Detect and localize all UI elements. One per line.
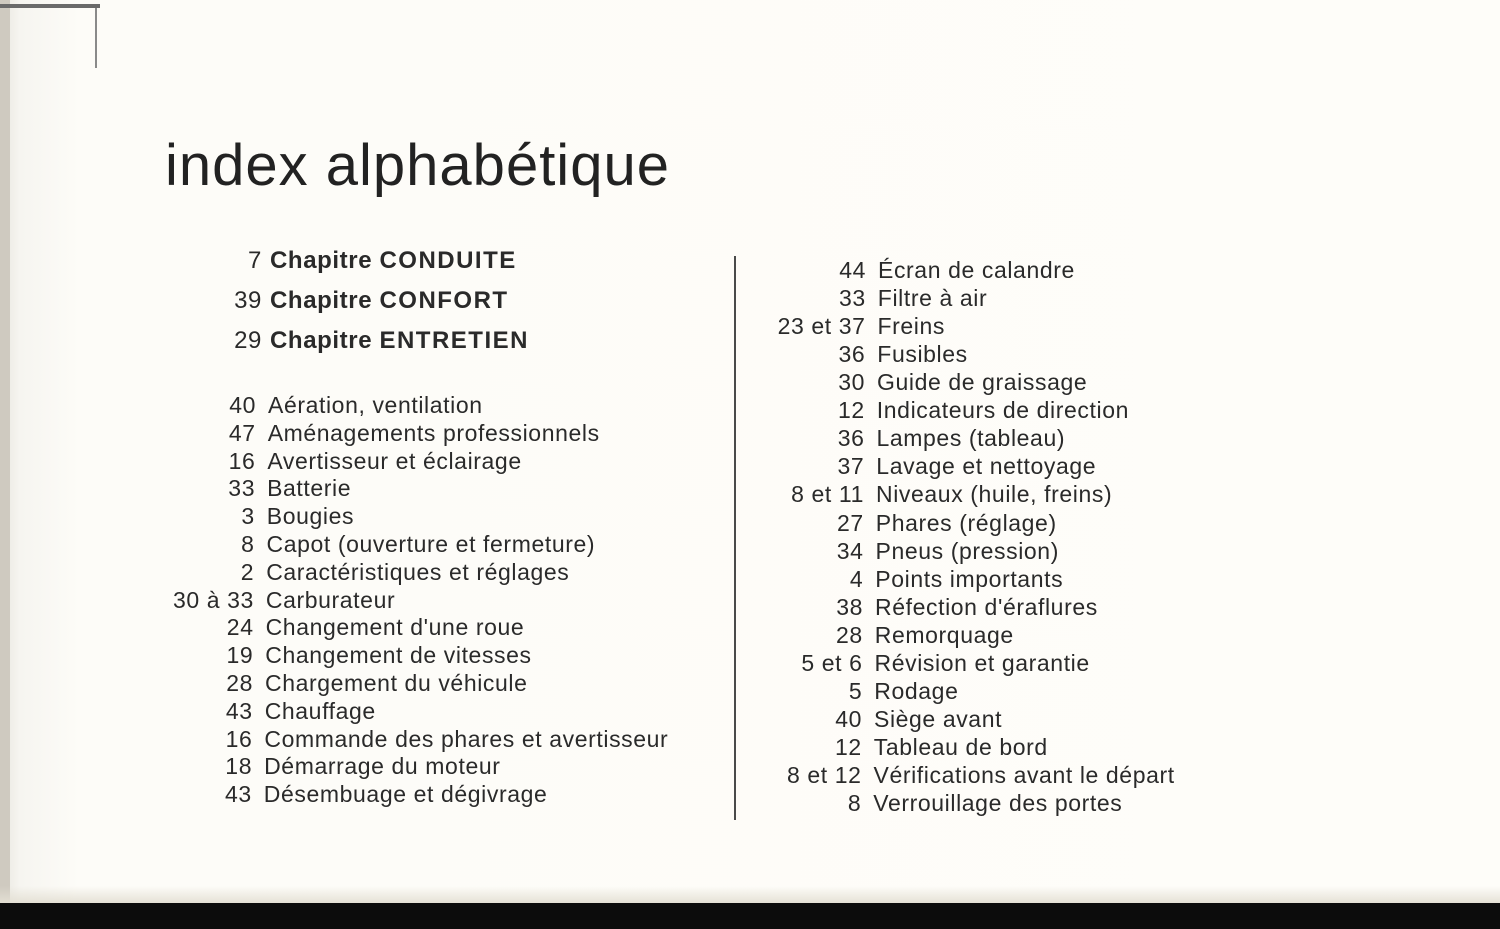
chapter-name: ENTRETIEN	[379, 327, 529, 354]
entry-label: Lampes (tableau)	[876, 425, 1066, 452]
index-entry	[0, 453, 1400, 481]
entry-page-number: 40	[229, 392, 256, 418]
index-entry	[0, 313, 1400, 341]
entry-label: Chargement du véhicule	[265, 670, 528, 696]
entry-label: Aménagements professionnels	[267, 419, 600, 446]
index-entry	[0, 510, 1400, 538]
index-entry	[0, 678, 1400, 706]
entry-page-number: 36	[837, 425, 865, 452]
entry-label: Vérifications avant le départ	[873, 761, 1175, 788]
page-title: index alphabétique	[165, 133, 670, 198]
index-entry	[0, 285, 1400, 313]
entry-page-number: 30	[838, 369, 865, 396]
index-entry	[0, 369, 1400, 397]
entry-page-number: 18	[225, 753, 253, 780]
entry-label: Démarrage du moteur	[264, 753, 501, 780]
index-entry	[0, 566, 1400, 594]
entry-label: Changement de vitesses	[265, 642, 532, 669]
entry-page-number: 43	[225, 697, 253, 724]
entry-label: Siège avant	[874, 705, 1003, 732]
entry-page-number: 4	[849, 565, 864, 592]
entry-page-number: 27	[837, 509, 864, 536]
entry-page-number: 8 et 11	[791, 481, 864, 508]
entry-label: Carburateur	[265, 586, 396, 613]
entry-label: Commande des phares et avertisseur	[264, 725, 669, 752]
entry-page-number: 30 à 33	[172, 586, 254, 613]
index-entry	[0, 481, 1400, 509]
entry-page-number: 16	[225, 725, 253, 752]
index-entry	[0, 650, 1400, 678]
entry-label: Freins	[877, 313, 946, 340]
entry-label: Changement d'une roue	[265, 614, 525, 641]
entry-label: Fusibles	[877, 341, 968, 368]
entry-label: Filtre à air	[877, 285, 988, 312]
entry-label: Verrouillage des portes	[873, 790, 1123, 816]
entry-page-number: 34	[836, 537, 864, 564]
entry-page-number: 24	[226, 614, 254, 641]
index-entry	[0, 762, 1400, 790]
entry-label: Rodage	[874, 677, 959, 704]
entry-page-number: 8	[241, 531, 255, 557]
entry-page-number: 33	[839, 285, 866, 312]
entry-label: Révision et garantie	[874, 649, 1090, 676]
index-entry	[0, 341, 1400, 369]
entry-page-number: 19	[226, 642, 254, 669]
entry-label: Désembuage et dégivrage	[263, 781, 548, 808]
entry-page-number: 2	[240, 558, 255, 585]
entry-page-number: 28	[226, 670, 253, 696]
chapter-word: Chapitre	[270, 327, 373, 354]
index-entry	[0, 790, 1400, 818]
left-edge-line	[95, 8, 97, 68]
index-entry	[0, 734, 1400, 762]
entry-page-number: 12	[835, 733, 862, 760]
entry-page-number: 33	[228, 475, 256, 502]
chapter-name: CONDUITE	[379, 247, 517, 274]
index-entry	[0, 594, 1400, 622]
entry-page-number: 5	[848, 677, 863, 704]
chapter-word: Chapitre	[270, 287, 373, 314]
entry-label: Remorquage	[874, 621, 1014, 648]
entry-label: Bougies	[266, 503, 355, 530]
entry-label: Capot (ouverture et fermeture)	[266, 531, 596, 557]
entry-label: Caractéristiques et réglages	[266, 558, 570, 585]
entry-label: Avertisseur et éclairage	[267, 447, 522, 474]
index-entry	[0, 397, 1400, 425]
chapter-page-number: 29	[234, 327, 262, 354]
entry-label: Niveaux (huile, freins)	[876, 481, 1113, 508]
chapter-word: Chapitre	[270, 247, 373, 274]
index-entry	[0, 538, 1400, 566]
entry-page-number: 44	[839, 257, 866, 283]
entry-label: Indicateurs de direction	[876, 397, 1130, 424]
index-entry	[0, 706, 1400, 734]
entry-page-number: 5 et 6	[801, 649, 863, 676]
top-edge-mark	[0, 4, 100, 8]
entry-page-number: 47	[228, 419, 256, 446]
index-entry	[0, 257, 1400, 285]
chapter-name: CONFORT	[379, 287, 509, 314]
entry-page-number: 38	[836, 593, 863, 620]
entry-label: Phares (réglage)	[875, 509, 1057, 536]
entry-label: Tableau de bord	[873, 733, 1048, 760]
entry-page-number: 37	[837, 453, 865, 480]
entry-label: Pneus (pression)	[875, 537, 1059, 564]
entry-page-number: 28	[836, 621, 863, 648]
index-entry	[0, 622, 1400, 650]
chapter-page-number: 39	[234, 287, 262, 314]
entry-page-number: 16	[228, 447, 256, 474]
entry-label: Batterie	[267, 475, 352, 502]
entry-label: Écran de calandre	[878, 257, 1075, 283]
chapter-page-number: 7	[248, 247, 262, 274]
entry-label: Lavage et nettoyage	[876, 453, 1097, 480]
entry-page-number: 43	[225, 781, 252, 808]
entry-page-number: 8 et 12	[786, 761, 862, 788]
entry-page-number: 3	[241, 503, 255, 530]
entry-label: Guide de graissage	[877, 369, 1088, 396]
entry-label: Aération, ventilation	[268, 392, 483, 418]
entry-label: Chauffage	[264, 697, 376, 724]
bottom-shadow	[0, 886, 1500, 904]
entry-page-number: 36	[838, 341, 866, 368]
entry-page-number: 23 et 37	[777, 313, 866, 340]
entry-label: Réfection d'éraflures	[875, 593, 1098, 620]
index-entry	[0, 425, 1400, 453]
entry-label: Points importants	[875, 565, 1064, 592]
entry-page-number: 40	[835, 705, 862, 732]
entry-page-number: 12	[838, 397, 865, 424]
entry-page-number: 8	[847, 790, 862, 816]
bottom-band	[0, 903, 1500, 929]
